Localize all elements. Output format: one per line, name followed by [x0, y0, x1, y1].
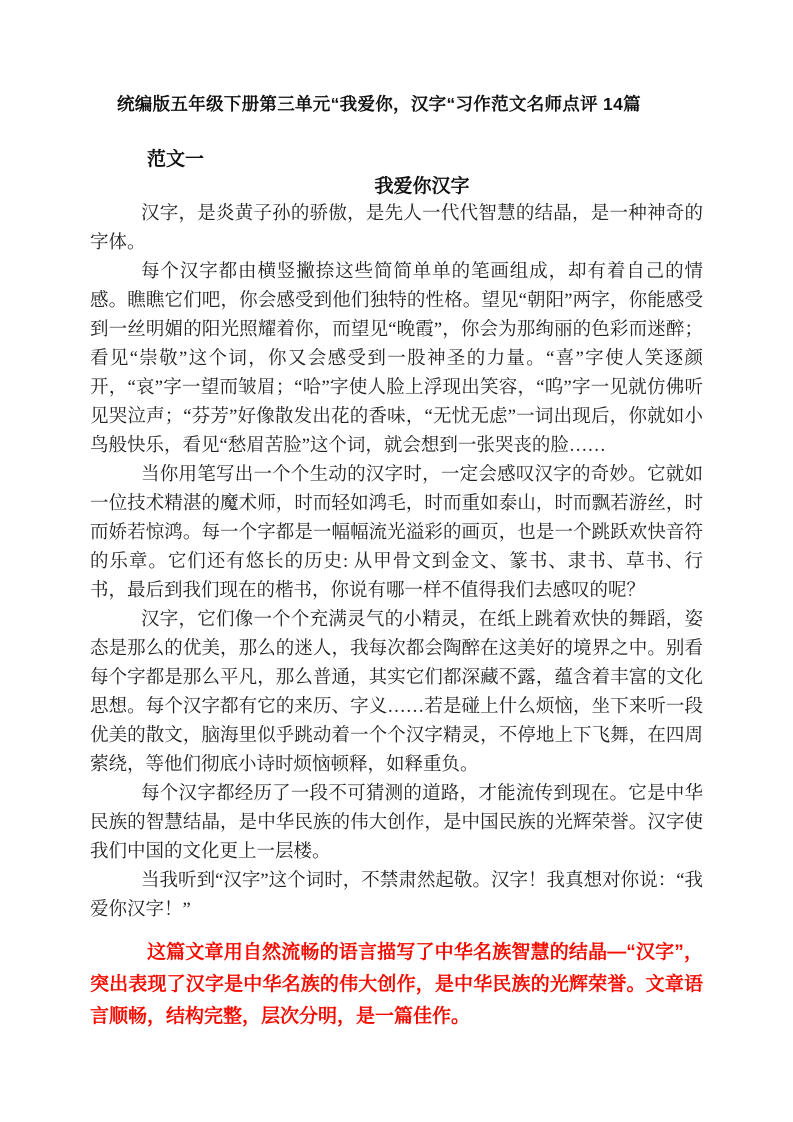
essay-paragraph-4: 汉字，它们像一个个充满灵气的小精灵，在纸上跳着欢快的舞蹈，姿态是那么的优美，那么的迷人，我每次都会陶醉在这美好的境界之中。别看每个字都是那么平凡，那么普通，其实它们都深藏不露，蕴含着丰富的文化思想。每个汉字都有它的来历、字义……若是碰上什么烦恼，坐下来听一段优美的散文，脑海里似乎跳动着一个个汉字精灵，不停地上下飞舞，在四周萦绕，等他们彻底小诗时烦恼顿释，如释重负。: [90, 610, 703, 775]
essay-paragraph-5: 每个汉字都经历了一段不可猜测的道路，才能流传到现在。它是中华民族的智慧结晶，是中华民族的伟大创作，是中国民族的光辉荣誉。汉字使我们中国的文化更上一层楼。: [90, 784, 703, 862]
document-title: 统编版五年级下册第三单元“我爱你，汉字“习作范文名师点评 14篇: [117, 94, 641, 114]
essay-paragraph-2: 每个汉字都由横竖撇捺这些简简单单的笔画组成，却有着自己的情感。瞧瞧它们吧，你会感受到他们独特的性格。望见“朝阳”两字，你能感受到一丝明媚的阳光照耀着你，而望见“晚霞”，你会为那绚丽的色彩而迷醉；看见“崇敬”这个词，你又会感受到一股神圣的力量。“喜”字使人笑逐颜开，“哀”字一望而皱眉；“哈”字使人脸上浮现出笑容，“呜”字一见就仿佛听见哭泣声；“芬芳”好像散发出花的香味，“无忧无虑”一词出现后，你就如小鸟般快乐，看见“愁眉苦脸”这个词，就会想到一张哭丧的脸……: [90, 262, 703, 456]
section-label: 范文一: [147, 149, 205, 170]
essay-title: 我爱你汉字: [374, 176, 470, 197]
essay-paragraph-6: 当我听到“汉字”这个词时，不禁肃然起敬。汉字！我真想对你说：“我爱你汉字！”: [90, 871, 703, 920]
teacher-comment: 这篇文章用自然流畅的语言描写了中华名族智慧的结晶—“汉字”，突出表现了汉字是中华名族的伟大创作，是中华民族的光辉荣誉。文章语言顺畅，结构完整，层次分明，是一篇佳作。: [90, 942, 703, 1027]
essay-paragraph-3: 当你用笔写出一个个生动的汉字时，一定会感叹汉字的奇妙。它就如一位技术精湛的魔术师，时而轻如鸿毛，时而重如泰山，时而飘若游丝，时而娇若惊鸿。每一个字都是一幅幅流光溢彩的画页，也是一个跳跃欢快音符的乐章。它们还有悠长的历史: 从甲骨文到金文、篆书、隶书、草书、行书，最后到我们现在的楷书，你说有哪一样不值得我们去感叹的呢？: [90, 465, 703, 601]
essay-paragraph-1: 汉字，是炎黄子孙的骄傲，是先人一代代智慧的结晶，是一种神奇的字体。: [90, 204, 703, 253]
